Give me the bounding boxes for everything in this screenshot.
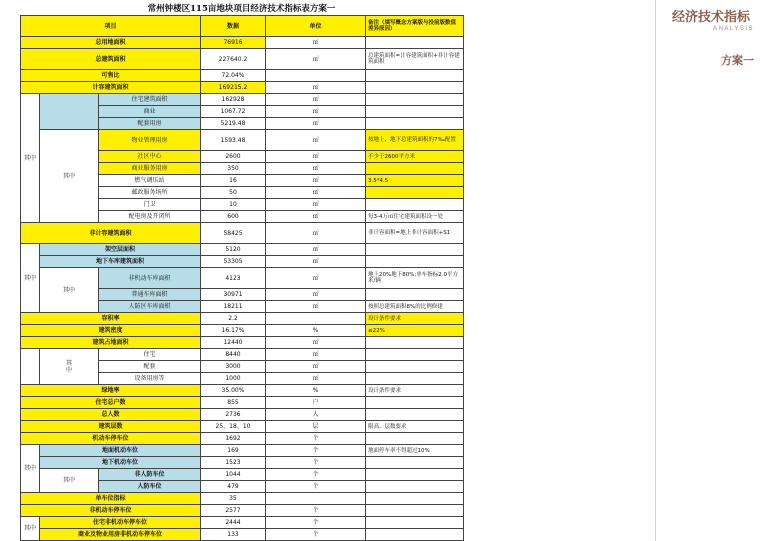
header-item: 项目: [21, 16, 201, 37]
table-row: [21, 244, 464, 256]
row-label: 物业管理用房: [99, 130, 201, 151]
row-label: 住宅: [99, 349, 201, 361]
blank-cell: [21, 349, 40, 385]
row-value: 35.00%: [201, 385, 266, 397]
row-unit: [266, 70, 366, 82]
row-label: 非机动车库面积: [99, 268, 201, 289]
section-subtitle: ANALYSIS: [713, 26, 754, 32]
row-note: [366, 493, 464, 505]
row-label: 商业服务用房: [99, 163, 201, 175]
divider-line: [655, 0, 656, 541]
table-row: [21, 94, 464, 106]
table-row: [21, 505, 464, 517]
row-note: 3.5*4.5: [366, 175, 464, 187]
group-label-qizhong-vertical: [40, 349, 99, 385]
group-label-qizhong: 其中: [21, 517, 40, 541]
row-label: 地下车库建筑面积: [40, 256, 201, 268]
row-label: 非人防车位: [99, 469, 201, 481]
row-note: 设计条件要求: [366, 313, 464, 325]
row-label: 地面机动车位: [40, 445, 201, 457]
row-value: 169215.2: [201, 82, 266, 94]
row-unit: ㎡: [266, 301, 366, 313]
row-label: 商业及物业用房非机动车停车位: [40, 529, 201, 541]
row-note: [366, 256, 464, 268]
row-note: [366, 289, 464, 301]
row-unit: ㎡: [266, 37, 366, 49]
row-note: 限高、层数要求: [366, 421, 464, 433]
row-note: [366, 94, 464, 106]
row-unit: 个: [266, 445, 366, 457]
row-value: 1044: [201, 469, 266, 481]
table-row: [21, 268, 464, 289]
row-label: 门卫: [99, 199, 201, 211]
header-row: [21, 16, 464, 37]
row-unit: 个: [266, 457, 366, 469]
row-value: 227640.2: [201, 49, 266, 70]
row-note: 按照总建筑面积8%的比例修建: [366, 301, 464, 313]
table-row: [21, 493, 464, 505]
row-note: 非计容面积=地上非计容面积+S1: [366, 223, 464, 244]
row-note: 不少于2600平方米: [366, 151, 464, 163]
row-unit: 个: [266, 433, 366, 445]
row-note: 设计条件要求: [366, 385, 464, 397]
row-value: 5120: [201, 244, 266, 256]
row-unit: ㎡: [266, 223, 366, 244]
row-value: 5219.48: [201, 118, 266, 130]
group-label-qi: 其: [65, 359, 72, 367]
row-unit: ㎡: [266, 151, 366, 163]
row-unit: ㎡: [266, 256, 366, 268]
table-row: [21, 82, 464, 94]
row-label: 计容建筑面积: [21, 82, 201, 94]
row-unit: ㎡: [266, 289, 366, 301]
row-label: 总用地面积: [21, 37, 201, 49]
table-row: [21, 385, 464, 397]
row-unit: ㎡: [266, 187, 366, 199]
group-label-qizhong: 其中: [40, 130, 99, 223]
row-unit: 人: [266, 409, 366, 421]
header-unit: 单位: [266, 16, 366, 37]
row-unit: 个: [266, 529, 366, 541]
row-unit: ㎡: [266, 130, 366, 151]
row-value: 1593.48: [201, 130, 266, 151]
table-row: [21, 397, 464, 409]
table-row: [21, 457, 464, 469]
row-value: 30971: [201, 289, 266, 301]
table-row: [21, 337, 464, 349]
row-unit: 个: [266, 469, 366, 481]
row-label: 住宅总户数: [21, 397, 201, 409]
row-label: 燃气调压站: [99, 175, 201, 187]
table-row: [21, 433, 464, 445]
row-note: [366, 457, 464, 469]
row-note: [366, 433, 464, 445]
row-note: [366, 37, 464, 49]
group-label-qizhong: 其中: [40, 469, 99, 493]
row-note: 每3-4万㎡住宅建筑面积设一处: [366, 211, 464, 223]
row-note: 按地上、地下总建筑面积的7‰配置: [366, 130, 464, 151]
row-value: 12440: [201, 337, 266, 349]
row-label: 容积率: [21, 313, 201, 325]
row-label: 建筑密度: [21, 325, 201, 337]
row-unit: 层: [266, 421, 366, 433]
row-label: 总建筑面积: [21, 49, 201, 70]
row-value: 1000: [201, 373, 266, 385]
row-unit: 个: [266, 517, 366, 529]
row-note: [366, 373, 464, 385]
table-row: [21, 313, 464, 325]
row-note: [366, 361, 464, 373]
row-note: [366, 337, 464, 349]
row-label: 人防区车库面积: [99, 301, 201, 313]
header-data: 数据: [201, 16, 266, 37]
row-value: 2577: [201, 505, 266, 517]
row-label: 单车位指标: [21, 493, 201, 505]
row-value: 1523: [201, 457, 266, 469]
row-note: [366, 409, 464, 421]
plan-label: 方案一: [721, 54, 754, 67]
row-note: [366, 349, 464, 361]
header-remark: 备注（填写概念方案版与投前版数值差异原因）: [366, 16, 464, 37]
row-label: 配套: [99, 361, 201, 373]
row-unit: ㎡: [266, 337, 366, 349]
table-row: [21, 421, 464, 433]
group-label-qizhong: 其中: [21, 244, 40, 313]
row-label: 配套用房: [99, 118, 201, 130]
row-note: [366, 505, 464, 517]
row-note: [366, 481, 464, 493]
row-note: [366, 187, 464, 199]
row-note: [366, 82, 464, 94]
group-label-qizhong: 其中: [40, 268, 99, 313]
row-value: 76916: [201, 37, 266, 49]
row-value: 72.04%: [201, 70, 266, 82]
section-title: 经济技术指标: [671, 10, 750, 25]
row-note: 总建筑面积=计容建筑面积+非计容建筑面积: [366, 49, 464, 70]
row-value: 2600: [201, 151, 266, 163]
row-value: 3000: [201, 361, 266, 373]
table-row: [21, 349, 464, 361]
row-unit: ㎡: [266, 163, 366, 175]
table-row: [21, 223, 464, 244]
row-unit: ㎡: [266, 211, 366, 223]
table-row: [21, 469, 464, 481]
row-unit: 个: [266, 505, 366, 517]
row-label: 普通车库面积: [99, 289, 201, 301]
row-note: [366, 70, 464, 82]
row-unit: ㎡: [266, 244, 366, 256]
row-value: 8440: [201, 349, 266, 361]
row-value: 16: [201, 175, 266, 187]
row-label: 建筑占地面积: [21, 337, 201, 349]
row-label: 住宅非机动车停车位: [40, 517, 201, 529]
row-note: [366, 517, 464, 529]
row-value: 4123: [201, 268, 266, 289]
row-unit: ㎡: [266, 349, 366, 361]
row-unit: ㎡: [266, 94, 366, 106]
row-unit: ㎡: [266, 82, 366, 94]
row-note: [366, 397, 464, 409]
row-value: 2.2: [201, 313, 266, 325]
row-label: 架空层面积: [40, 244, 201, 256]
row-unit: 个: [266, 481, 366, 493]
row-label: 设备用房等: [99, 373, 201, 385]
row-unit: 户: [266, 397, 366, 409]
row-note: ≤22%: [366, 325, 464, 337]
row-note: [366, 469, 464, 481]
table-row: [21, 325, 464, 337]
row-value: 133: [201, 529, 266, 541]
row-label: 商业: [99, 106, 201, 118]
row-label: 地下机动车位: [40, 457, 201, 469]
row-value: 16.17%: [201, 325, 266, 337]
table-row: [21, 130, 464, 151]
row-unit: ㎡: [266, 268, 366, 289]
row-unit: ㎡: [266, 199, 366, 211]
group-label-qizhong: 其中: [21, 445, 40, 493]
row-note: 地上20%地下80%;单车指标2.0平方米/辆: [366, 268, 464, 289]
row-label: 可售比: [21, 70, 201, 82]
row-value: 50: [201, 187, 266, 199]
table-row: [21, 256, 464, 268]
row-note: [366, 529, 464, 541]
row-note: 地面停车率不得超过10%: [366, 445, 464, 457]
row-label: 配电房及开闭所: [99, 211, 201, 223]
row-value: 35: [201, 493, 266, 505]
row-unit: ㎡: [266, 118, 366, 130]
row-unit: ㎡: [266, 106, 366, 118]
row-label: 邮政服务场所: [99, 187, 201, 199]
row-value: 2444: [201, 517, 266, 529]
row-value: 18211: [201, 301, 266, 313]
row-unit: ㎡: [266, 361, 366, 373]
row-note: [366, 163, 464, 175]
row-value: 169: [201, 445, 266, 457]
indicator-table: [20, 15, 464, 541]
row-value: 53305: [201, 256, 266, 268]
row-note: [366, 106, 464, 118]
row-unit: [266, 313, 366, 325]
row-label: 住宅建筑面积: [99, 94, 201, 106]
row-unit: [266, 493, 366, 505]
row-unit: %: [266, 325, 366, 337]
blank-cell: [40, 94, 99, 130]
row-value: 600: [201, 211, 266, 223]
table-row: [21, 49, 464, 70]
row-note: [366, 244, 464, 256]
table-row: [21, 517, 464, 529]
row-value: 162928: [201, 94, 266, 106]
row-label: 总人数: [21, 409, 201, 421]
table-row: [21, 70, 464, 82]
table-row: [21, 409, 464, 421]
row-value: 58425: [201, 223, 266, 244]
table-row: [21, 37, 464, 49]
table-row: [21, 445, 464, 457]
row-unit: %: [266, 385, 366, 397]
row-note: [366, 118, 464, 130]
row-unit: ㎡: [266, 49, 366, 70]
row-label: 机动车停车位: [21, 433, 201, 445]
row-label: 社区中心: [99, 151, 201, 163]
row-label: 人防车位: [99, 481, 201, 493]
table-row: [21, 529, 464, 541]
row-value: 1692: [201, 433, 266, 445]
row-value: 479: [201, 481, 266, 493]
row-label: 非计容建筑面积: [21, 223, 201, 244]
row-value: 10: [201, 199, 266, 211]
row-value: 2736: [201, 409, 266, 421]
row-label: 非机动车停车位: [21, 505, 201, 517]
row-value: 25、18、10: [201, 421, 266, 433]
row-value: 1067.72: [201, 106, 266, 118]
row-note: [366, 199, 464, 211]
row-label: 建筑层数: [21, 421, 201, 433]
row-label: 绿地率: [21, 385, 201, 397]
group-label-qizhong: 其中: [21, 94, 40, 223]
group-label-zhong: 中: [65, 366, 72, 374]
row-unit: ㎡: [266, 373, 366, 385]
row-value: 350: [201, 163, 266, 175]
row-unit: ㎡: [266, 175, 366, 187]
row-value: 855: [201, 397, 266, 409]
table-title: 常州钟楼区115亩地块项目经济技术指标表方案一: [147, 4, 336, 14]
